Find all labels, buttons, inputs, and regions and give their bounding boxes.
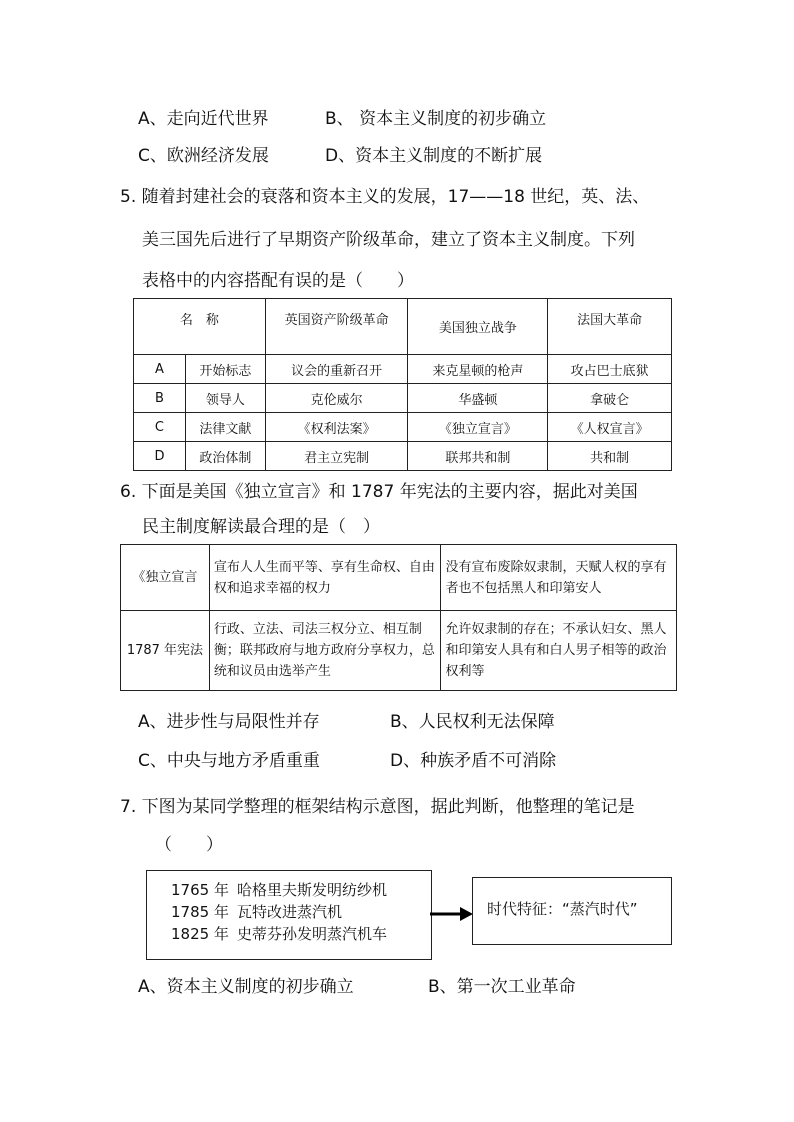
q5-header-english: 英国资产阶级革命 xyxy=(265,299,408,355)
table-cell: 领导人 xyxy=(185,384,265,413)
q5-stem-line1: 5. 随着封建社会的衰落和资本主义的发展，17——18 世纪，英、法、 xyxy=(120,187,650,207)
event-text: 哈格里夫斯发明纺纱机 xyxy=(237,881,388,899)
table-row xyxy=(134,355,672,384)
q5-stem-line3: 表格中的内容搭配有误的是（ ） xyxy=(142,271,414,291)
q7-result-box xyxy=(472,877,672,945)
table-row xyxy=(121,545,677,611)
event-row xyxy=(171,879,387,901)
event-text: 瓦特改进蒸汽机 xyxy=(237,903,343,921)
q7-result-text: 时代特征：“蒸汽时代” xyxy=(487,900,638,918)
q4-option-a[interactable]: A、走向近代世界 xyxy=(138,109,269,129)
q5-header-american: 美国独立战争 xyxy=(408,299,548,355)
table-cell: 行政、立法、司法三权分立、相互制衡；联邦政府与地方政府分享权力，总统和议员由选举产生 xyxy=(209,611,441,691)
table-cell: 没有宣布废除奴隶制，天赋人权的享有者也不包括黑人和印第安人 xyxy=(441,545,677,611)
table-cell: 政治体制 xyxy=(185,442,265,471)
q4-option-b[interactable]: B、 资本主义制度的初步确立 xyxy=(325,109,547,129)
q6-option-d[interactable]: D、种族矛盾不可消除 xyxy=(390,751,557,771)
event-year: 1765 年 xyxy=(171,881,229,899)
table-row xyxy=(134,413,672,442)
table-cell: 宣布人人生而平等、享有生命权、自由权和追求幸福的权力 xyxy=(209,545,441,611)
row-label: 《独立宣言 xyxy=(121,545,210,611)
q5-stem-line2: 美三国先后进行了早期资产阶级革命，建立了资本主义制度。下列 xyxy=(142,230,635,250)
q7-stem-line2: （ ） xyxy=(155,835,223,855)
row-label: C xyxy=(134,413,186,442)
q6-option-c[interactable]: C、中央与地方矛盾重重 xyxy=(138,751,320,771)
table-cell: 来克星顿的枪声 xyxy=(408,355,548,384)
table-cell: 共和制 xyxy=(548,442,672,471)
table-cell: 君主立宪制 xyxy=(265,442,408,471)
q7-option-a[interactable]: A、资本主义制度的初步确立 xyxy=(138,977,354,997)
row-label: 1787 年宪法 xyxy=(121,611,210,691)
q7-stem-line1: 7. 下图为某同学整理的框架结构示意图，据此判断，他整理的笔记是 xyxy=(120,797,635,817)
event-text: 史蒂芬孙发明蒸汽机车 xyxy=(237,925,388,943)
table-row xyxy=(121,611,677,691)
event-year: 1825 年 xyxy=(171,925,229,943)
table-cell: 攻占巴士底狱 xyxy=(548,355,672,384)
q6-option-b[interactable]: B、人民权利无法保障 xyxy=(390,712,555,732)
event-row xyxy=(171,901,387,923)
table-cell: 华盛顿 xyxy=(408,384,548,413)
table-cell: 开始标志 xyxy=(185,355,265,384)
row-label: B xyxy=(134,384,186,413)
table-cell: 拿破仑 xyxy=(548,384,672,413)
q7-events-box xyxy=(146,870,432,960)
arrow-right-icon xyxy=(430,904,474,924)
row-label: A xyxy=(134,355,186,384)
q6-option-a[interactable]: A、进步性与局限性并存 xyxy=(138,712,320,732)
table-cell: 法律文献 xyxy=(185,413,265,442)
table-cell: 联邦共和制 xyxy=(408,442,548,471)
q6-table xyxy=(120,544,677,691)
event-row xyxy=(171,923,387,945)
table-row xyxy=(134,442,672,471)
table-cell: 克伦威尔 xyxy=(265,384,408,413)
q7-option-b[interactable]: B、第一次工业革命 xyxy=(428,977,576,997)
q5-header-french: 法国大革命 xyxy=(548,299,672,355)
q6-stem-line2: 民主制度解读最合理的是（ ） xyxy=(142,517,380,537)
q4-option-c[interactable]: C、欧洲经济发展 xyxy=(138,146,269,166)
q5-header-name: 名 称 xyxy=(134,299,266,355)
table-cell: 允许奴隶制的存在；不承认妇女、黑人和印第安人具有和白人男子相等的政治权利等 xyxy=(441,611,677,691)
table-cell: 《人权宣言》 xyxy=(548,413,672,442)
table-cell: 《权利法案》 xyxy=(265,413,408,442)
table-cell: 《独立宣言》 xyxy=(408,413,548,442)
q4-option-d[interactable]: D、资本主义制度的不断扩展 xyxy=(325,146,543,166)
event-year: 1785 年 xyxy=(171,903,229,921)
table-row xyxy=(134,384,672,413)
table-cell: 议会的重新召开 xyxy=(265,355,408,384)
q5-table xyxy=(133,298,672,471)
row-label: D xyxy=(134,442,186,471)
q6-stem-line1: 6. 下面是美国《独立宣言》和 1787 年宪法的主要内容，据此对美国 xyxy=(120,482,638,502)
